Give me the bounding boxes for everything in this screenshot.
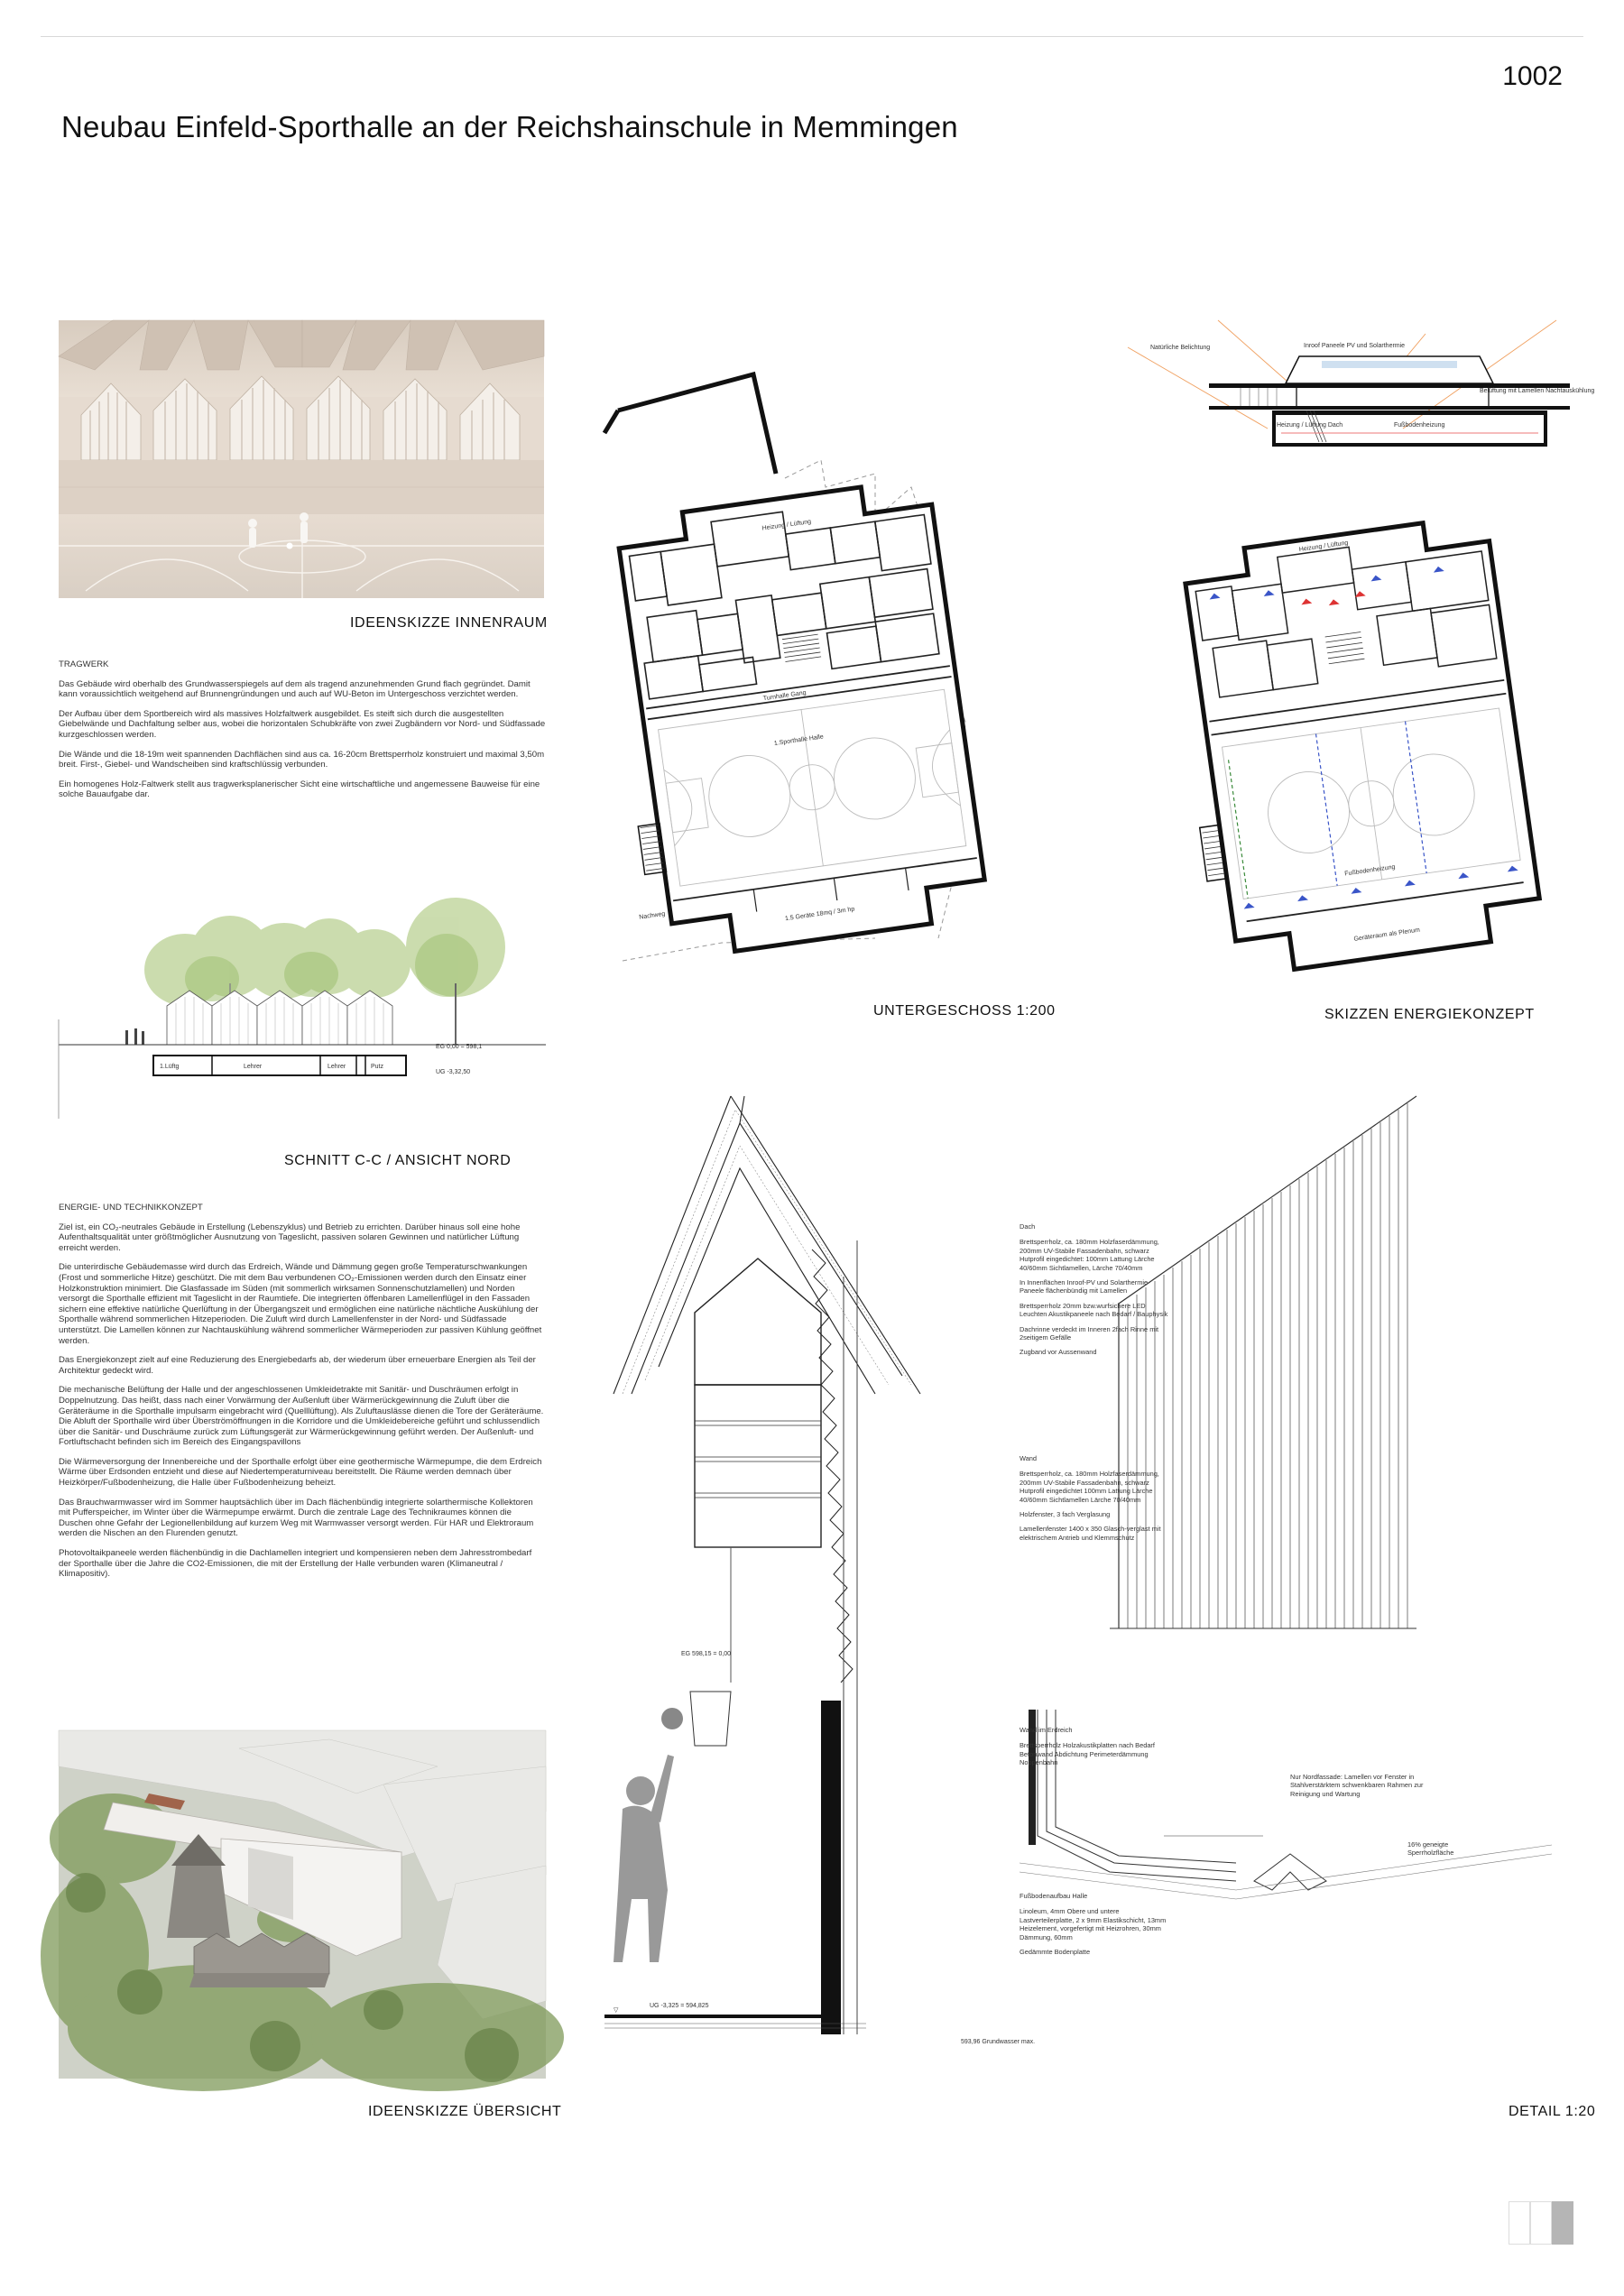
note-dach-p5: Zugband vor Aussenwand [1020,1348,1097,1357]
top-rule [41,36,1583,37]
plan-hall-label: 1.Sporthalle Halle [773,733,825,748]
energy-section-sketch [1083,320,1595,447]
note-erdreich [1020,1726,1173,1774]
note-nord-p1: Nur Nordfassade: Lamellen vor Fenster in Stahlverstärktem schwenkbaren Rahmen zur Reinigung und Wartung [1290,1773,1424,1798]
detail-gw-label: 593,96 Grundwasser max. [961,2039,1036,2045]
note-boden-head: Fußbodenaufbau Halle [1020,1892,1088,1900]
tragwerk-p1: Das Gebäude wird oberhalb des Grundwasserspiegels auf dem als tragend anzunehmenden Grund flach gegründet. Damit kann voraussichtlich weitgehend auf Brunnengründungen und auch auf WU-Beton im Untergeschoss verzichtet werden. [59,678,531,700]
plan-corridor-label: Turnhalle Gang [762,689,807,703]
plan-storage-label: 1.5 Geräte 18mq / 3m hp [784,906,855,923]
section-room4: Putz [371,1064,384,1070]
energy-plan-ground: Geräteraum als Plenum [1353,927,1421,943]
energie-p1: Ziel ist, ein CO₂-neutrales Gebäude in Erstellung (Lebenszyklus) und Betrieb zu errichten. Darüber hinaus soll eine hohe Aufenthaltsqualität unter größtmöglicher Ausnutzung von Tageslicht, passiven solaren Gewinnen und natürlicher Lüftung erreicht werden. [59,1222,521,1253]
pager-slot-2 [1530,2201,1552,2245]
caption-detail: DETAIL 1:20 [1509,2104,1596,2119]
energy-label-heat: Heizung / Lüftung Dach [1277,422,1343,429]
plan-stage-label: Nachweg [638,910,666,921]
overview-aerial-image [59,1730,546,2079]
note-dach-head: Dach [1020,1222,1036,1231]
energie-text [59,1203,546,1589]
page-title: Neubau Einfeld-Sporthalle an der Reichshainschule in Memmingen [61,110,958,143]
energy-label-daylight: Natürliche Belichtung [1150,345,1211,351]
note-dach-p3: Brettsperrholz 20mm bzw.wurfsichere LED Leuchten Akustikpaneele nach Bedarf / Bauphysik [1020,1301,1168,1319]
note-wand-p3: Lamellenfenster 1400 x 350 Glasch-verglast mit elektrischem Antrieb und Klemmschutz [1020,1525,1161,1542]
note-erdreich-head: Wand im Erdreich [1020,1726,1073,1734]
interior-sketch-image [59,320,544,598]
section-room1: 1.Lüftg [160,1064,180,1070]
pager-slot-3 [1552,2201,1573,2245]
energy-label-pv: Inroof Paneele PV und Solarthermie [1304,343,1406,349]
note-dach-p2: In Innenflächen Inroof-PV und Solarthermie-Paneele flächenbündig mit Lamellen [1020,1278,1150,1296]
tragwerk-text [59,659,546,809]
note-wand-head: Wand [1020,1454,1038,1462]
detail-eg-label: EG 598,15 = 0,00 [681,1651,732,1657]
caption-basement: UNTERGESCHOSS 1:200 [873,1003,1056,1019]
sheet-number: 1002 [1502,61,1563,91]
note-slope-text: 16% geneigte Sperrholzfläche [1407,1840,1454,1858]
note-slope [1407,1840,1471,1864]
note-nord [1290,1773,1426,1804]
note-boden [1020,1892,1173,1962]
note-wand [1020,1454,1173,1548]
pager-slot-1 [1509,2201,1530,2245]
energie-p3: Das Energiekonzept zielt auf eine Reduzierung des Energiebedarfs ab, der wiederum über erneuerbare Energien als Teil der Architektur gedeckt wird. [59,1355,536,1376]
section-level-bottom: UG -3,32,50 [436,1069,471,1075]
note-erdreich-p1: Brettsperrholz Holzakustikplatten nach Bedarf Betonwand Abdichtung Perimeterdämmung Noppenbahn [1020,1741,1155,1767]
section-room2: Lehrer [244,1064,263,1070]
caption-energy: SKIZZEN ENERGIEKONZEPT [1324,1007,1535,1022]
energie-heading: ENERGIE- UND TECHNIKKONZEPT [59,1203,203,1213]
note-dach [1020,1222,1173,1363]
energie-p6: Das Brauchwarmwasser wird im Sommer hauptsächlich über im Dach flächenbündig integrierte solarthermische Kollektoren mit Pufferspeicher, im Winter über die Wärmepumpe erwärmt. Durch die zentrale Lage des Technikraumes können die Duschen ohne Gefahr der Legionellenbildung auf kurzem Weg mit Warmwasser versorgt werden. Für HAR und Elektroraum werden die Nischen an den Flurenden genutzt. [59,1497,534,1539]
tragwerk-p2: Der Aufbau über dem Sportbereich wird als massives Holzfaltwerk ausgebildet. Es steift sich durch die ausgestellten Giebelwände und Dachfaltung selber aus, wobei die horizontalen Schubkräfte von zwei Zugbändern vor Nord- und Südfassade kurzgeschlossen werden. [59,708,546,740]
tragwerk-p3: Die Wände und die 18-19m weit spannenden Dachflächen sind aus ca. 16-20cm Brettsperrholz konstruiert und maximal 3,50m breit. First-, Giebel- und Wandscheiben sind kraftschlüssig verbunden. [59,749,545,770]
note-dach-p4: Dachrinne verdeckt im Inneren 2fach Rinne mit 2seitigem Gefälle [1020,1324,1159,1342]
detail-ug-label: UG -3,325 = 594,825 [650,2003,709,2009]
energie-p5: Die Wärmeversorgung der Innenbereiche und der Sporthalle erfolgt über eine geothermische Wärmepumpe, die dem Erdreich Wärme über Erdsonden entzieht und diese auf Niedertemperaturniveau bereitstellt. Die Räume werden demnach über Heizkörper/Fußbodenheizung, die Halle über Fußbodenheizung beheizt. [59,1456,542,1489]
energy-label-vent: Belüftung mit Lamellen Nachtauskühlung [1480,388,1595,394]
energy-plan-floorheat: Fußbodenheizung [1343,863,1396,878]
energy-plan-sketch [1173,505,1579,956]
tragwerk-heading: TRAGWERK [59,659,109,669]
section-room3: Lehrer [328,1064,346,1070]
energy-plan-lueftung: Heizung / Lüftung [1298,539,1349,554]
note-dach-p1: Brettsperrholz, ca. 180mm Holzfaserdämmung, 200mm UV-Stabile Fassadenbahn, schwarz Hutprofil eingedichtet: 100mm Lattung Lärche 40/60mm Sichtlamellen, Lärche 70/40mm [1020,1238,1159,1272]
note-boden-p1: Linoleum, 4mm Obere und untere Lastverteilerplatte, 2 x 9mm Elastikschicht, 13mm Heizelement, vorgefertigt mit Heizrohren, 30mm Dämmung, 60mm [1020,1907,1167,1941]
tragwerk-p4: Ein homogenes Holz-Faltwerk stellt aus tragwerksplanerischer Sicht eine wirtschaftliche und angemessene Bauweise für eine solche Bauaufgabe dar. [59,779,540,800]
section-level-top: EG 0,00 = 598,1 [436,1044,483,1050]
svg-text:▽: ▽ [614,2007,619,2014]
energie-p2: Die unterirdische Gebäudemasse wird durch das Erdreich, Wände und Dämmung gegen große Temperaturschwankungen (Frost und sommerliche Hitze) geschützt. Die mit dem Bau verbundenen CO₂-Emissionen werden durch den Einsatz einer Holzkonstruktion minimiert. Die Glasfassade im Süden (mit sommerlich wirksamen Sonnenschutzlamellen) und Norden versorgt die Sporthalle effizient mit Tageslicht in der Raumtiefe. Die integrierten öffenbaren Lamellenflügel in den Fassaden sichern eine effektive natürliche Querlüftung in der Übergangszeit und ermöglichen eine natürliche nächtliche Auskühlung der Sporthalle während sommerlichen Hitzeperioden. Die Zuluft wird durch Lamellenfenster in der Nord- und Südfassade unterstützt. Die Lamellen können zur Nachtauskühlung während sommerlicher Wärmeperioden zur passiven Kühlung geöffnet werden. [59,1262,542,1346]
caption-section: SCHNITT C-C / ANSICHT NORD [284,1153,512,1168]
section-cc-drawing [59,893,546,1119]
energie-p4: Die mechanische Belüftung der Halle und der angeschlossenen Umkleidetrakte mit Sanitär- und Duschräumen erfolgt in Doppelnutzung. Das heißt, dass nach einer Vorwärmung der Außenluft über Wärmerückgewinnung die Zuluft über die Geräteräume in die Sporthalle impulsarm eingebracht wird (Quelllüftung). Als Zuluftauslässe dienen die Tore der Geräteräume. Die Abluft der Sporthalle wird über Überströmöffnungen in die Korridore und die Umkleidebereiche geführt und schlussendlich über die Sanitär- und Duschräume zurück zum Lüftungsgerät zur Wärmerückgewinnung geführt werden. Der Außenluft- und Fortluftschacht befinden sich im Bereich des Eingangspavillons [59,1385,544,1448]
energie-p7: Photovoltaikpaneele werden flächenbündig in die Dachlamellen integriert und kompensieren neben dem Jahresstrombedarf der Sporthalle über die Jahre die CO2-Emissionen, die mit der Erstellung der Halle verbunden waren (Klimaneutral / Klimapositiv). [59,1548,532,1580]
energy-label-floor: Fußbodenheizung [1394,422,1445,429]
note-boden-p2: Gedämmte Bodenplatte [1020,1948,1091,1957]
caption-interior: IDEENSKIZZE INNENRAUM [350,615,548,631]
sheet-pager [1509,2201,1573,2245]
plan-tech-label: Heizung / Lüftung [761,519,812,532]
basement-plan [604,361,1074,992]
note-wand-p1: Brettsperrholz, ca. 180mm Holzfaserdämmung, 200mm UV-Stabile Fassadenbahn, schwarz Hutprofil eingedichtet 100mm Lattung Lärche 40/60mm Sichtlamellen Lärche 70/40mm [1020,1470,1159,1504]
caption-overview: IDEENSKIZZE ÜBERSICHT [368,2104,562,2119]
note-wand-p2: Holzfenster, 3 fach Verglasung [1020,1510,1111,1519]
